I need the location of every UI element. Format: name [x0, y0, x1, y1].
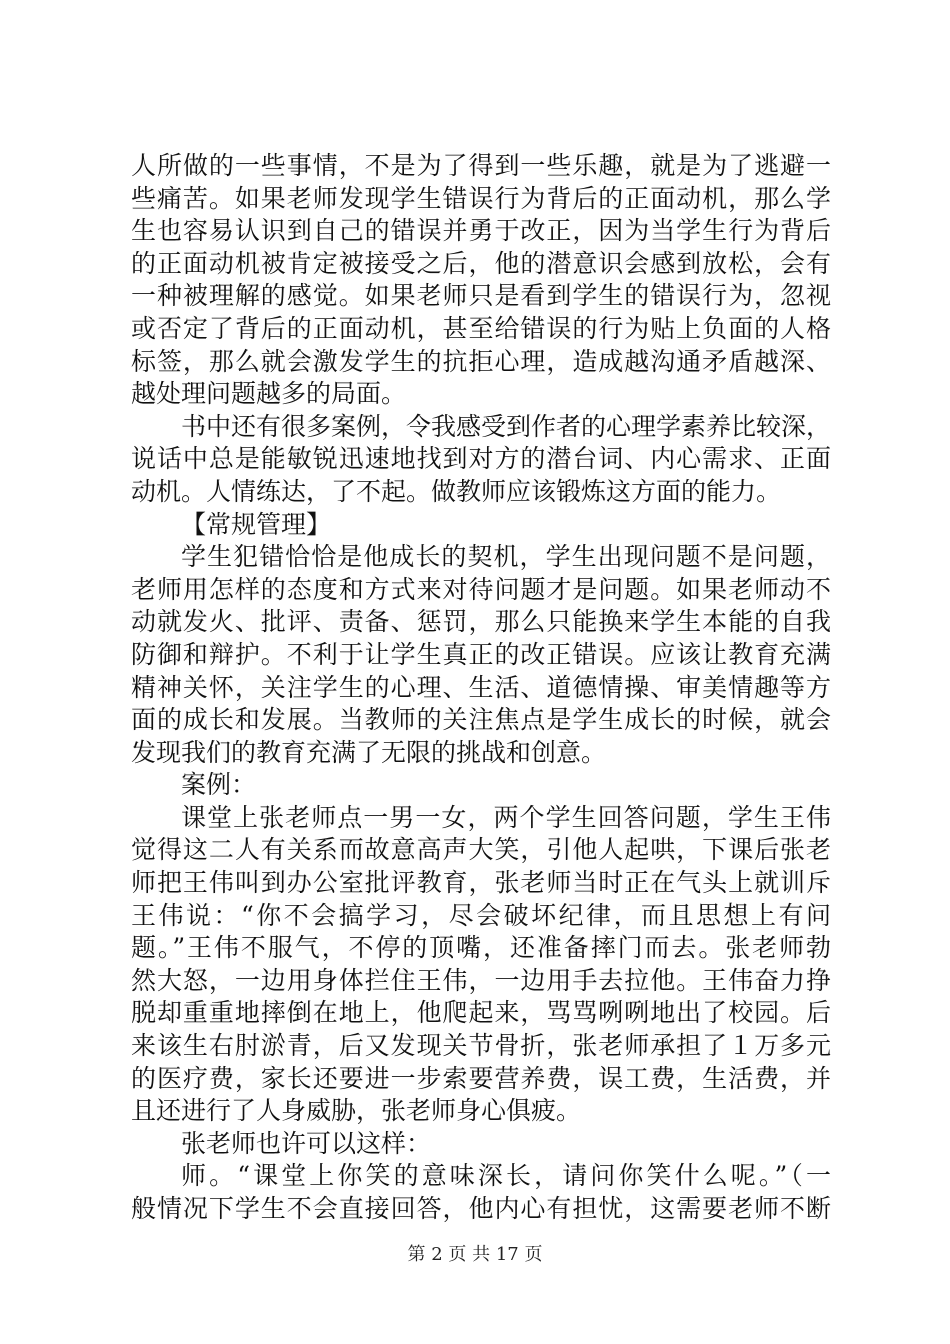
text-line: 人所做的一些事情，不是为了得到一些乐趣，就是为了逃避一 [131, 151, 831, 180]
text-line: 的正面动机被肯定被接受之后，他的潜意识会感到放松，会有 [131, 248, 831, 278]
text-line: 动就发火、批评、责备、惩罚，那么只能换来学生本能的自我 [131, 607, 831, 637]
text-line: 师。“课堂上你笑的意味深长，请问你笑什么呢。”（一 [181, 1161, 831, 1191]
text-line: 师把王伟叫到办公室批评教育，张老师当时正在气头上就训斥 [131, 868, 831, 898]
text-line: 生也容易认识到自己的错误并勇于改正，因为当学生行为背后 [131, 216, 831, 246]
text-line: 的医疗费，家长还要进一步索要营养费，误工费，生活费，并 [131, 1063, 831, 1093]
text-line: 些痛苦。如果老师发现学生错误行为背后的正面动机，那么学 [131, 183, 831, 213]
text-line: 动机。人情练达，了不起。做教师应该锻炼这方面的能力。 [131, 476, 782, 506]
text-line: 王伟说：“你不会搞学习，尽会破坏纪律，而且思想上有问 [131, 900, 831, 930]
text-line: 学生犯错恰恰是他成长的契机，学生出现问题不是问题， [181, 542, 831, 572]
section-heading-routine-management [131, 509, 831, 542]
text-line: 题。”王伟不服气，不停的顶嘴，还准备摔门而去。张老师勃 [131, 933, 831, 963]
text-line: 且还进行了人身威胁，张老师身心俱疲。 [131, 1096, 582, 1126]
page-footer [0, 1244, 950, 1266]
text-line: 面的成长和发展。当教师的关注焦点是学生成长的时候，就会 [131, 705, 831, 735]
text-line: 脱却重重地摔倒在地上，他爬起来，骂骂咧咧地出了校园。后 [131, 998, 831, 1028]
text-line: 张老师也许可以这样： [181, 1128, 432, 1158]
text-line: 标签，那么就会激发学生的抗拒心理，造成越沟通矛盾越深、 [131, 346, 831, 376]
paragraph-case-story [131, 802, 831, 1128]
page-number: 第 2 页 共 17 页 [407, 1244, 543, 1265]
text-line: 发现我们的教育充满了无限的挑战和创意。 [131, 737, 607, 767]
case-label: 案例： [181, 770, 257, 800]
text-line: 一种被理解的感觉。如果老师只是看到学生的错误行为，忽视 [131, 281, 831, 311]
text-line: 然大怒，一边用身体拦住王伟，一边用手去拉他。王伟奋力挣 [131, 965, 831, 995]
paragraph-dialogue [131, 1160, 831, 1225]
text-line: 老师用怎样的态度和方式来对待问题才是问题。如果老师动不 [131, 574, 831, 604]
paragraph-alternative-intro [131, 1128, 831, 1161]
text-line: 越处理问题越多的局面。 [131, 379, 407, 409]
text-line: 防御和辩护。不利于让学生真正的改正错误。应该让教育充满 [131, 639, 831, 669]
section-heading: 【常规管理】 [181, 509, 332, 539]
text-line: 说话中总是能敏锐迅速地找到对方的潜台词、内心需求、正面 [131, 444, 831, 474]
text-line: 觉得这二人有关系而故意高声大笑，引他人起哄，下课后张老 [131, 835, 831, 865]
case-label-block [131, 769, 831, 802]
text-line: 书中还有很多案例，令我感受到作者的心理学素养比较深， [181, 411, 832, 441]
text-line: 课堂上张老师点一男一女，两个学生回答问题，学生王伟 [181, 802, 831, 832]
text-line: 或否定了背后的正面动机，甚至给错误的行为贴上负面的人格 [131, 313, 831, 343]
text-line: 般情况下学生不会直接回答，他内心有担忧，这需要老师不断 [131, 1194, 831, 1223]
text-line: 来该生右肘淤青，后又发现关节骨折，张老师承担了１万多元 [131, 1031, 831, 1061]
text-line: 精神关怀，关注学生的心理、生活、道德情操、审美情趣等方 [131, 672, 831, 702]
paragraph-mistakes-growth [131, 541, 831, 769]
paragraph-book-cases [131, 411, 831, 509]
document-body [131, 150, 831, 1226]
paragraph-positive-motive [131, 150, 831, 411]
